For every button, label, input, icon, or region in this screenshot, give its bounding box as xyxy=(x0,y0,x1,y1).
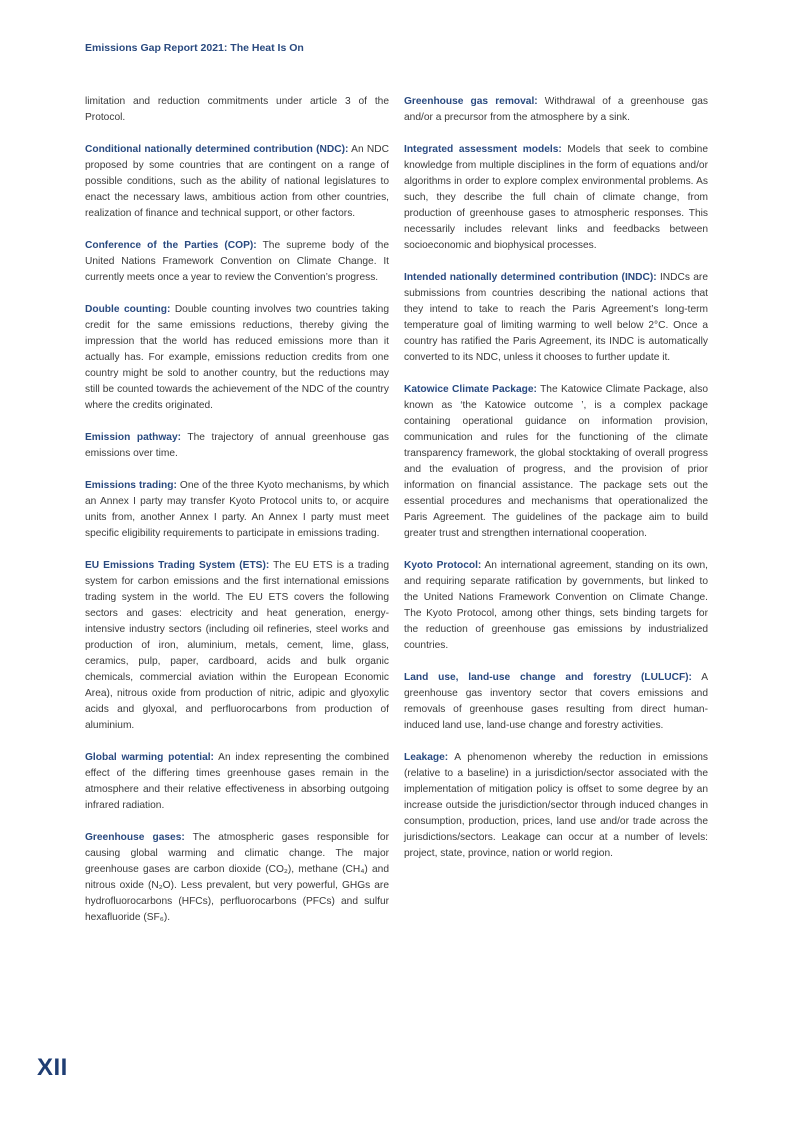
glossary-definition: Withdrawal of a greenhouse gas and/or a precursor from the atmosphere by a sink. xyxy=(404,96,708,123)
left-column xyxy=(85,94,389,942)
glossary-term: Conditional nationally determined contribution (NDC): xyxy=(85,144,349,155)
glossary-term: Leakage: xyxy=(404,752,449,763)
glossary-term: Greenhouse gas removal: xyxy=(404,96,538,107)
glossary-entry-double-counting xyxy=(85,302,389,414)
glossary-entry-eu-ets xyxy=(85,558,389,734)
glossary-entry-emissions-trading xyxy=(85,478,389,542)
glossary-definition: The atmospheric gases responsible for causing global warming and climatic change. The major greenhouse gases are carbon dioxide (CO₂), methane (CH₄) and nitrous oxide (N₂O). Less prevalent, but very powerful, GHGs are hydrofluorocarbons (HFCs), perfluorocarbons (PFCs) and sulfur hexafluoride (SF₆). xyxy=(85,832,389,923)
glossary-term: Katowice Climate Package: xyxy=(404,384,537,395)
glossary-term: Integrated assessment models: xyxy=(404,144,562,155)
glossary-definition: The EU ETS is a trading system for carbon emissions and the first international emissions trading system in the world. The EU ETS covers the following sectors and gases: electricity and heat generation, energy-intensive industry sectors (including oil refineries, steel works and production of iron, aluminium, metals, cement, lime, glass, ceramics, pulp, paper, cardboard, acids and bulk organic chemicals, commercial aviation within the European Economic Area), nitrous oxide from production of nitric, adipic and glyoxylic acids and glyoxal, and perfluorocarbons from production of aluminium. xyxy=(85,560,389,731)
glossary-term: Double counting: xyxy=(85,304,171,315)
glossary-definition: An index representing the combined effect of the differing times greenhouse gases remain in the atmosphere and their relative effectiveness in absorbing outgoing infrared radiation. xyxy=(85,752,389,811)
glossary-entry-indc xyxy=(404,270,708,366)
page-number: XII xyxy=(37,1054,68,1081)
glossary-entry-conditional-ndc xyxy=(85,142,389,222)
glossary-definition: Models that seek to combine knowledge from multiple disciplines in the form of equations and/or algorithms in order to explore complex environmental problems. As such, they describe the full chain of climate change, from production of greenhouse gases to atmospheric responses. This necessarily includes relevant links and feedbacks between socioeconomic and biophysical processes. xyxy=(404,144,708,251)
glossary-term: EU Emissions Trading System (ETS): xyxy=(85,560,270,571)
glossary-entry-global-warming-potential xyxy=(85,750,389,814)
glossary-term: Conference of the Parties (COP): xyxy=(85,240,257,251)
glossary-entry-lulucf xyxy=(404,670,708,734)
glossary-term: Land use, land-use change and forestry (LULUCF): xyxy=(404,672,692,683)
glossary-definition: A greenhouse gas inventory sector that covers emissions and removals of greenhouse gases resulting from direct human-induced land use, land-use change and forestry activities. xyxy=(404,672,708,731)
glossary-definition: An international agreement, standing on its own, and requiring separate ratification by governments, but linked to the United Nations Framework Convention on Climate Change. The Kyoto Protocol, among other things, sets binding targets for the reduction of greenhouse gas emissions by industrialized countries. xyxy=(404,560,708,651)
glossary-definition: An NDC proposed by some countries that are contingent on a range of possible conditions, such as the ability of national legislatures to enact the necessary laws, ambitious action from other countries, realization of finance and technical support, or other factors. xyxy=(85,144,389,219)
glossary-term: Intended nationally determined contribution (INDC): xyxy=(404,272,657,283)
glossary-entry-emission-pathway xyxy=(85,430,389,462)
glossary-definition: The trajectory of annual greenhouse gas emissions over time. xyxy=(85,432,389,459)
glossary-entry-leakage xyxy=(404,750,708,862)
glossary-definition: The Katowice Climate Package, also known as ‘the Katowice outcome ’, is a complex package containing operational guidance on information provision, communication and rules for the functioning of the climate transparency framework, the global stocktaking of overall progress and the evaluation of progress, and the provision of prior information on financial assistance. The package sets out the essential procedures and mechanisms that operationalized the Paris Agreement. The guidelines of the package aim to build greater trust and strengthen international cooperation. xyxy=(404,384,708,539)
glossary-entry-kyoto-protocol xyxy=(404,558,708,654)
glossary-entry-ghg-removal xyxy=(404,94,708,126)
glossary-term: Global warming potential: xyxy=(85,752,214,763)
glossary-definition: Double counting involves two countries taking credit for the same emissions reductions, thereby giving the impression that the world has reduced emissions more than it actually has. For example, emissions reduction credits from one country might be sold to another country, but the reductions may still be counted towards the achievement of the NDC of the country where the credits originated. xyxy=(85,304,390,411)
glossary-term: Greenhouse gases: xyxy=(85,832,185,843)
glossary-definition: One of the three Kyoto mechanisms, by which an Annex I party may transfer Kyoto Protocol units to, or acquire units from, another Annex I party. An Annex I party must meet specific eligibility requirements to participate in emissions trading. xyxy=(85,480,389,539)
glossary-entry-cop xyxy=(85,238,389,286)
glossary-term: Emissions trading: xyxy=(85,480,177,491)
glossary-entry-greenhouse-gases xyxy=(85,830,389,926)
glossary-entry-integrated-assessment-models xyxy=(404,142,708,254)
glossary-term: Kyoto Protocol: xyxy=(404,560,482,571)
glossary-definition: The supreme body of the United Nations Framework Convention on Climate Change. It currently meets once a year to review the Convention’s progress. xyxy=(85,240,389,283)
glossary-definition: INDCs are submissions from countries describing the national actions that they intend to take to reach the Paris Agreement’s long-term temperature goal of limiting warming to well below 2°C. Once a country has ratified the Paris Agreement, its INDC is automatically converted to its NDC, unless it chooses to further update it. xyxy=(404,272,708,363)
running-header: Emissions Gap Report 2021: The Heat Is On xyxy=(85,42,304,54)
glossary-term: Emission pathway: xyxy=(85,432,182,443)
continuation-text: limitation and reduction commitments under article 3 of the Protocol. xyxy=(85,96,389,123)
glossary-entry-katowice-package xyxy=(404,382,708,542)
glossary-definition: A phenomenon whereby the reduction in emissions (relative to a baseline) in a jurisdiction/sector associated with the implementation of mitigation policy is offset to some degree by an increase outside the jurisdiction/sector through induced changes in consumption, production, prices, land use and/or trade across the jurisdictions/sectors. Leakage can occur at a number of levels: project, state, province, nation or world region. xyxy=(404,752,708,859)
right-column xyxy=(404,94,708,878)
